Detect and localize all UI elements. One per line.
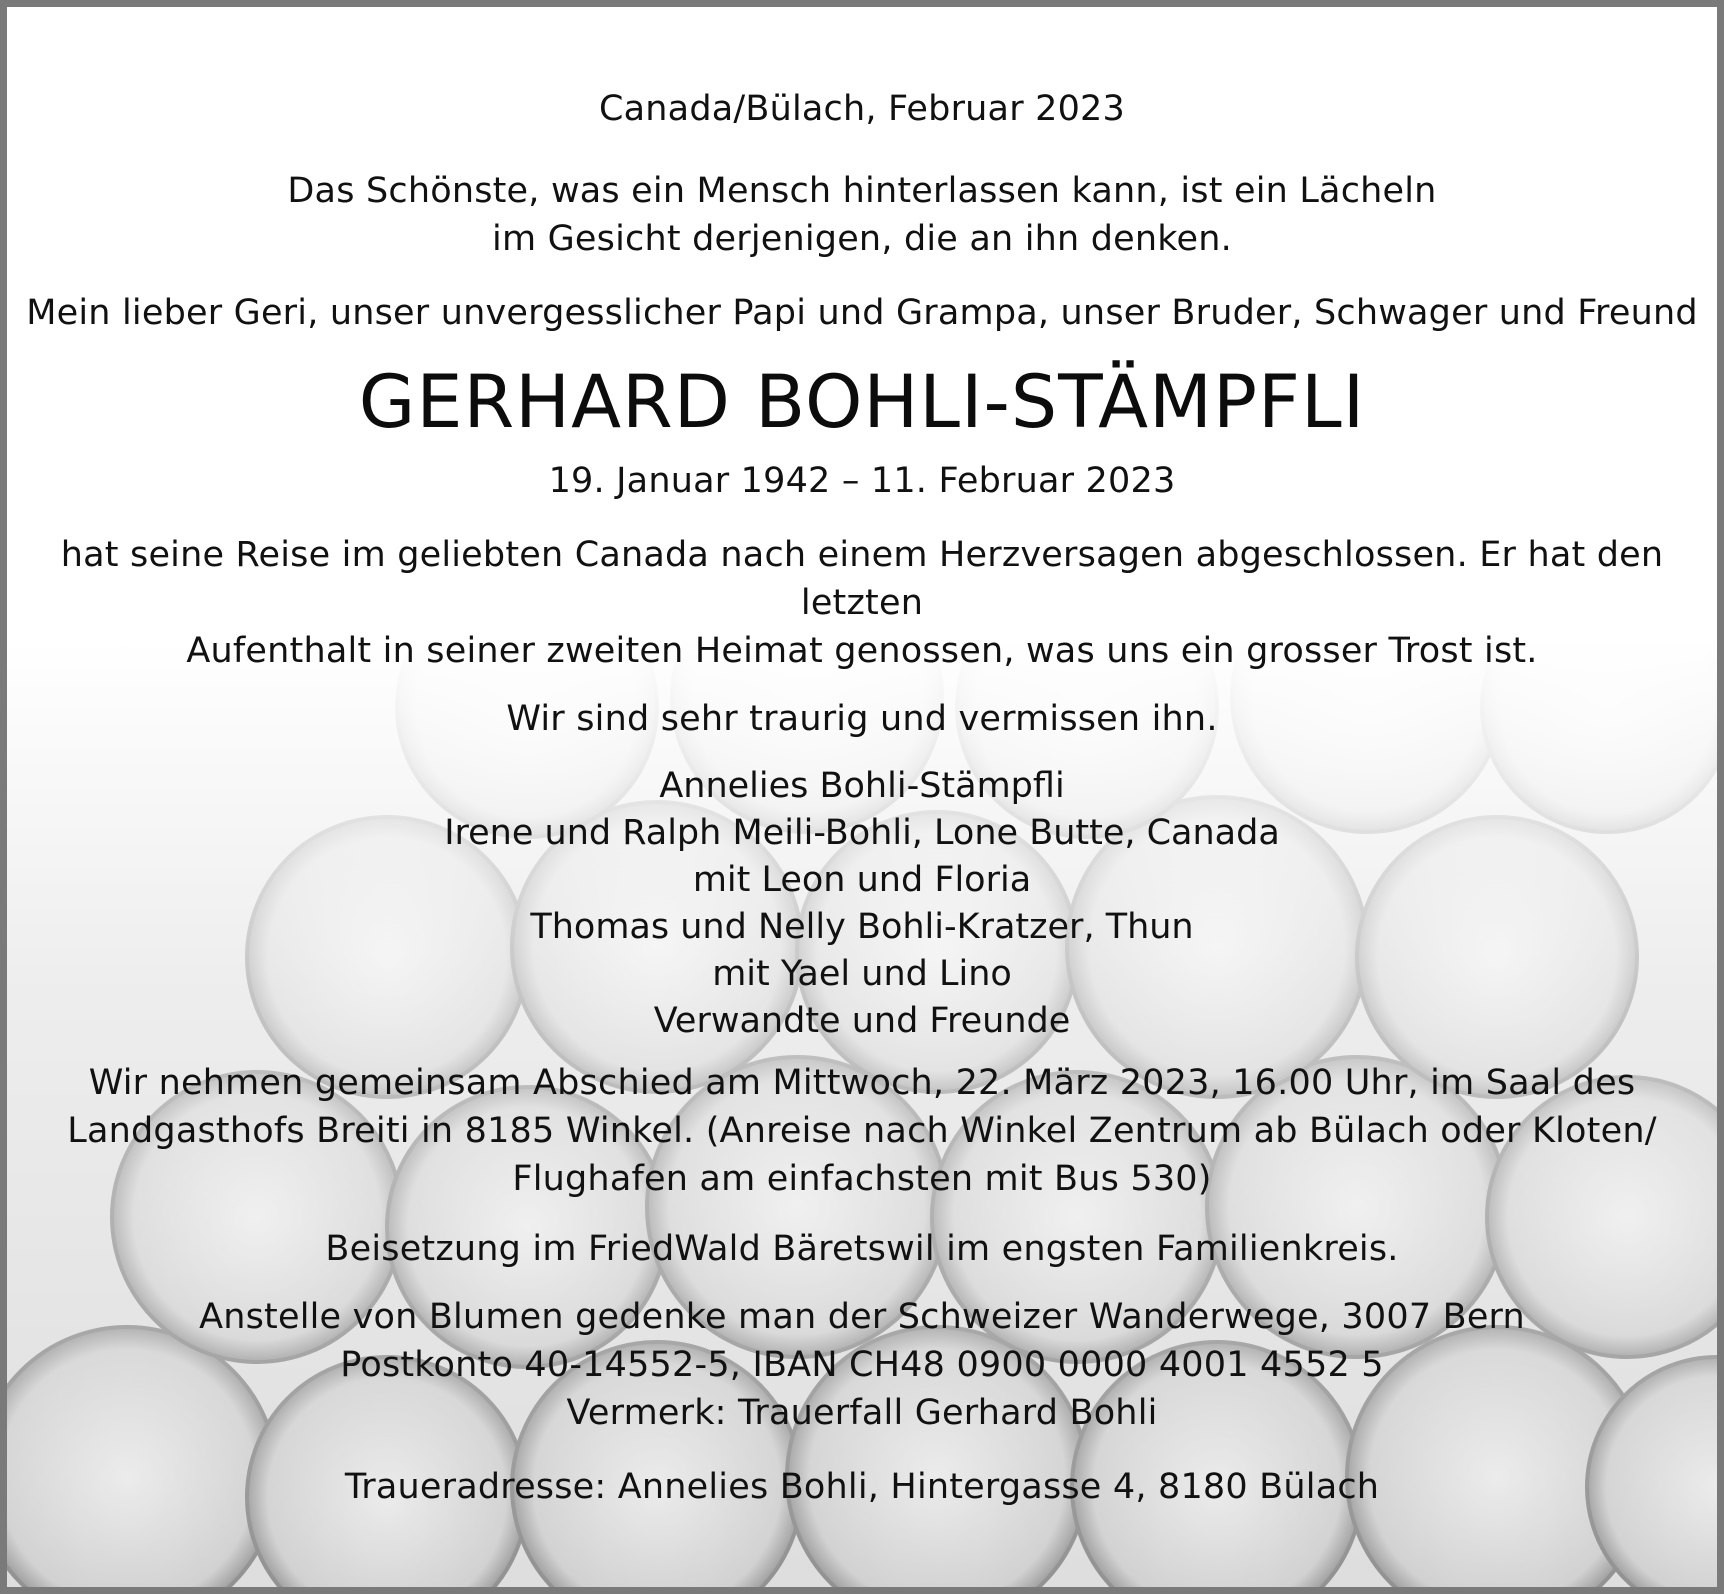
mourner: Thomas und Nelly Bohli-Kratzer, Thun: [530, 907, 1194, 947]
burial-line: Beisetzung im FriedWald Bäretswil im engsten Familienkreis.: [325, 1229, 1399, 1269]
mourner: mit Yael und Lino: [712, 954, 1012, 994]
mourner: Irene und Ralph Meili-Bohli, Lone Butte, Canada: [444, 813, 1280, 853]
mourner: Annelies Bohli-Stämpfli: [659, 766, 1065, 806]
message-line: hat seine Reise im geliebten Canada nach einem Herzversagen abgeschlossen. Er hat den letzten: [60, 535, 1664, 623]
message-line: Aufenthalt in seiner zweiten Heimat genossen, was uns ein grosser Trost ist.: [186, 631, 1538, 671]
donation-info: [7, 1293, 1717, 1437]
mourner: mit Leon und Floria: [692, 860, 1032, 900]
farewell-line: Flughafen am einfachsten mit Bus 530): [512, 1159, 1212, 1199]
notice-content: [7, 7, 1717, 1511]
quote: [7, 167, 1717, 263]
donation-line: Anstelle von Blumen gedenke man der Schweizer Wanderwege, 3007 Bern: [199, 1297, 1525, 1337]
mourners-list: [7, 763, 1717, 1045]
message: [7, 531, 1717, 675]
mourning-address: Traueradresse: Annelies Bohli, Hintergasse 4, 8180 Bülach: [344, 1467, 1380, 1507]
life-dates: 19. Januar 1942 – 11. Februar 2023: [548, 461, 1176, 501]
place-date: Canada/Bülach, Februar 2023: [599, 89, 1125, 129]
donation-line: Vermerk: Trauerfall Gerhard Bohli: [566, 1393, 1158, 1433]
farewell-info: [7, 1059, 1717, 1203]
donation-line: Postkonto 40-14552-5, IBAN CH48 0900 0000 4001 4552 5: [340, 1345, 1384, 1385]
intro-line: Mein lieber Geri, unser unvergesslicher Papi und Grampa, unser Bruder, Schwager und Freund: [26, 293, 1698, 333]
quote-line: Das Schönste, was ein Mensch hinterlassen kann, ist ein Lächeln: [287, 171, 1437, 211]
mourner: Verwandte und Freunde: [653, 1001, 1071, 1041]
deceased-name: GERHARD BOHLI-STÄMPFLI: [358, 360, 1366, 445]
sad-line: Wir sind sehr traurig und vermissen ihn.: [506, 699, 1218, 739]
farewell-line: Wir nehmen gemeinsam Abschied am Mittwoch, 22. März 2023, 16.00 Uhr, im Saal des: [88, 1063, 1636, 1103]
quote-line: im Gesicht derjenigen, die an ihn denken.: [492, 219, 1232, 259]
farewell-line: Landgasthofs Breiti in 8185 Winkel. (Anreise nach Winkel Zentrum ab Bülach oder Kloten/: [67, 1111, 1657, 1151]
